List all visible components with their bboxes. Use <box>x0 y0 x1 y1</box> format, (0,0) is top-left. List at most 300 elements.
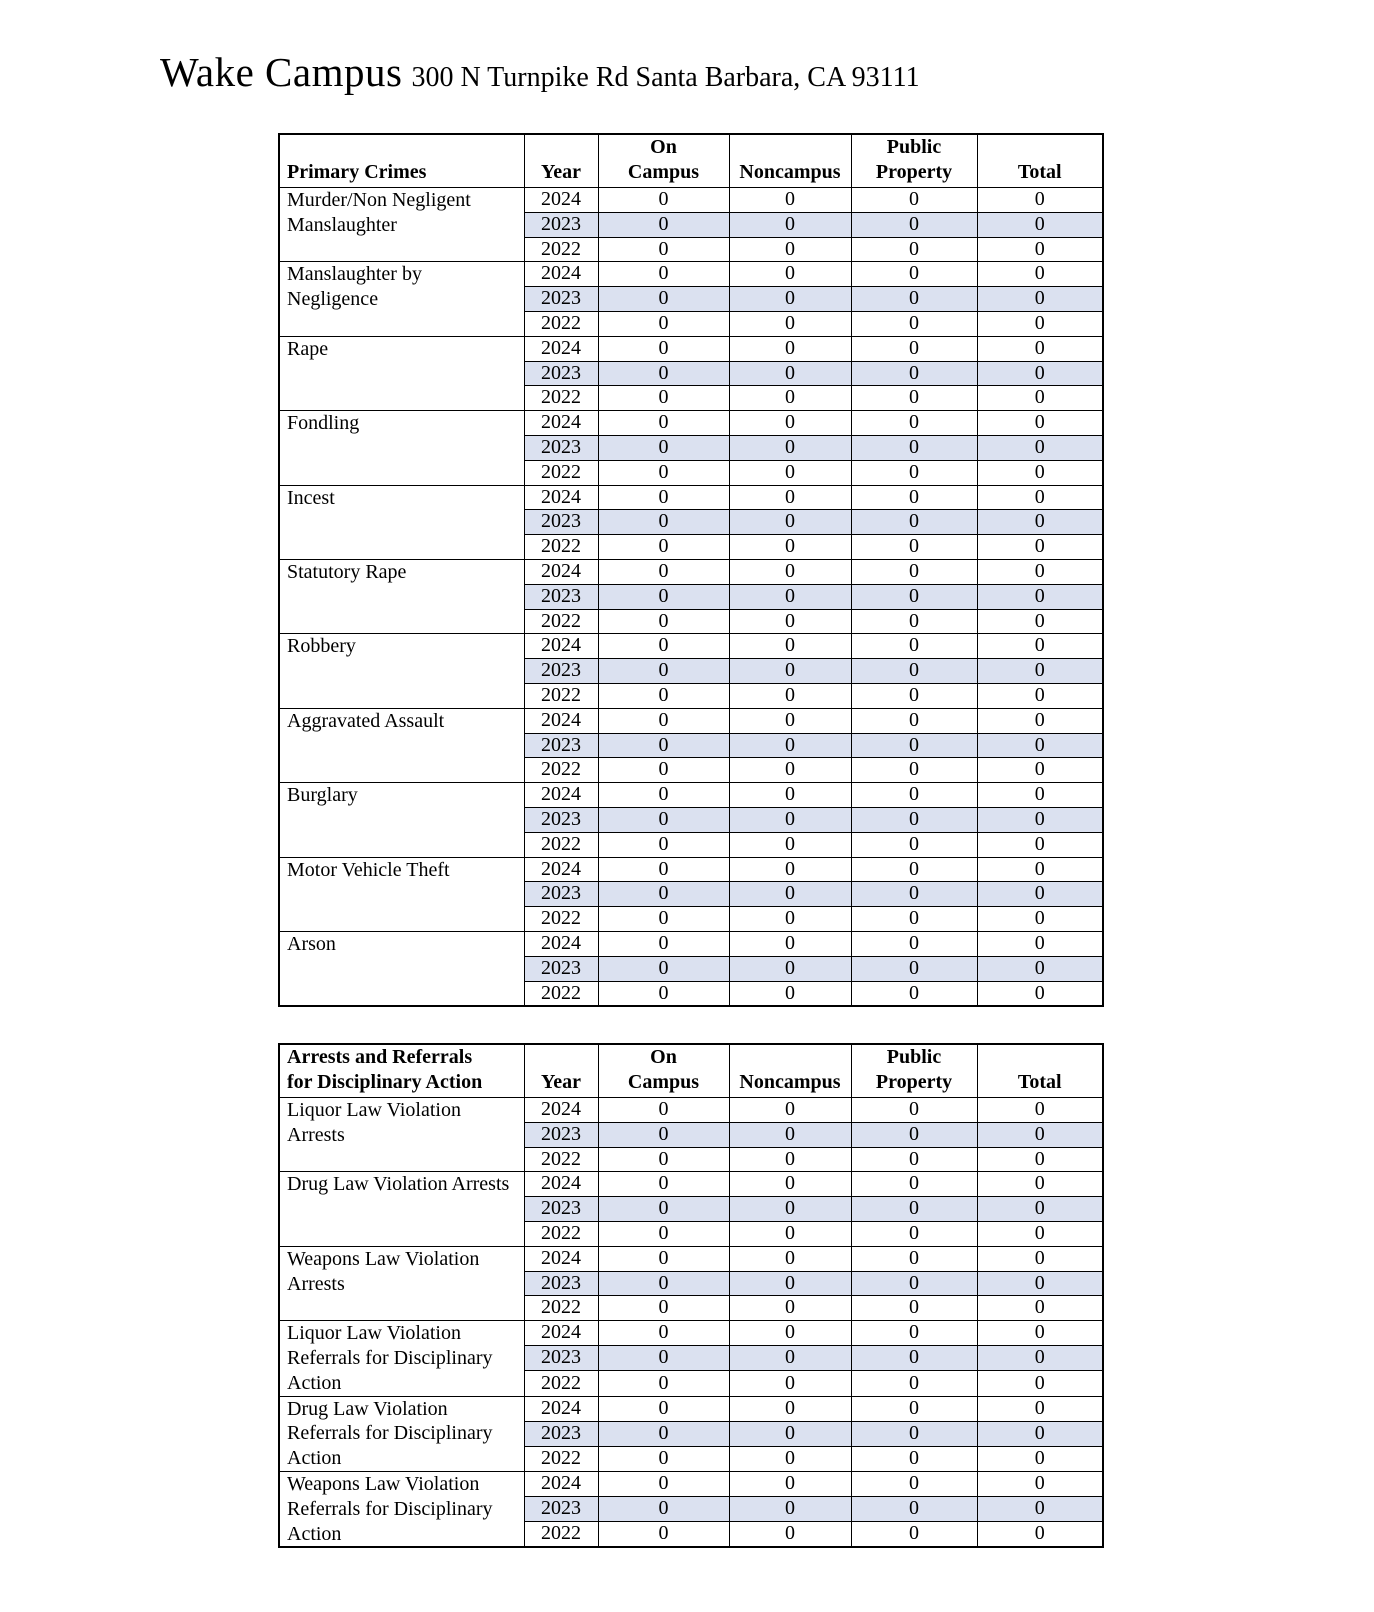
value-cell-public-property: 0 <box>851 435 977 460</box>
category-cell: Weapons Law Violation Arrests <box>279 1246 524 1320</box>
year-cell: 2022 <box>524 758 598 783</box>
category-cell: Motor Vehicle Theft <box>279 857 524 931</box>
table-row <box>279 1396 1103 1421</box>
value-cell-total: 0 <box>977 1197 1103 1222</box>
value-cell-on-campus: 0 <box>598 287 729 312</box>
category-cell: Liquor Law Violation Referrals for Disciplinary Action <box>279 1321 524 1396</box>
value-cell-public-property: 0 <box>851 1098 977 1123</box>
value-cell-on-campus: 0 <box>598 1396 729 1421</box>
value-cell-total: 0 <box>977 634 1103 659</box>
value-cell-on-campus: 0 <box>598 1471 729 1496</box>
value-cell-on-campus: 0 <box>598 857 729 882</box>
year-cell: 2022 <box>524 832 598 857</box>
header-row <box>279 134 1103 188</box>
year-cell: 2023 <box>524 882 598 907</box>
table-row <box>279 1321 1103 1346</box>
value-cell-total: 0 <box>977 584 1103 609</box>
category-cell: Statutory Rape <box>279 559 524 633</box>
value-cell-on-campus: 0 <box>598 832 729 857</box>
table-row <box>279 1246 1103 1271</box>
value-cell-public-property: 0 <box>851 460 977 485</box>
value-cell-on-campus: 0 <box>598 733 729 758</box>
value-cell-public-property: 0 <box>851 1271 977 1296</box>
value-cell-total: 0 <box>977 188 1103 213</box>
value-cell-on-campus: 0 <box>598 411 729 436</box>
value-cell-on-campus: 0 <box>598 1296 729 1321</box>
value-cell-noncampus: 0 <box>729 1122 851 1147</box>
year-cell: 2024 <box>524 931 598 956</box>
value-cell-noncampus: 0 <box>729 1172 851 1197</box>
value-cell-on-campus: 0 <box>598 460 729 485</box>
value-cell-total: 0 <box>977 311 1103 336</box>
value-cell-on-campus: 0 <box>598 708 729 733</box>
value-cell-on-campus: 0 <box>598 237 729 262</box>
value-cell-public-property: 0 <box>851 510 977 535</box>
value-cell-public-property: 0 <box>851 188 977 213</box>
value-cell-total: 0 <box>977 287 1103 312</box>
year-cell: 2022 <box>524 609 598 634</box>
category-cell: Fondling <box>279 411 524 485</box>
value-cell-on-campus: 0 <box>598 683 729 708</box>
value-cell-public-property: 0 <box>851 584 977 609</box>
column-header-year: Year <box>524 1044 598 1098</box>
value-cell-on-campus: 0 <box>598 485 729 510</box>
value-cell-noncampus: 0 <box>729 931 851 956</box>
year-cell: 2022 <box>524 1446 598 1471</box>
year-cell: 2024 <box>524 1396 598 1421</box>
year-cell: 2022 <box>524 237 598 262</box>
category-cell: Drug Law Violation Referrals for Disciplinary Action <box>279 1396 524 1471</box>
category-cell: Drug Law Violation Arrests <box>279 1172 524 1246</box>
year-cell: 2022 <box>524 1296 598 1321</box>
year-cell: 2023 <box>524 807 598 832</box>
table-row <box>279 262 1103 287</box>
value-cell-noncampus: 0 <box>729 386 851 411</box>
year-cell: 2022 <box>524 460 598 485</box>
year-cell: 2023 <box>524 361 598 386</box>
year-cell: 2022 <box>524 1147 598 1172</box>
year-cell: 2024 <box>524 1172 598 1197</box>
year-cell: 2022 <box>524 907 598 932</box>
value-cell-public-property: 0 <box>851 981 977 1006</box>
value-cell-total: 0 <box>977 262 1103 287</box>
value-cell-noncampus: 0 <box>729 559 851 584</box>
category-cell: Rape <box>279 336 524 410</box>
value-cell-public-property: 0 <box>851 683 977 708</box>
value-cell-noncampus: 0 <box>729 1098 851 1123</box>
value-cell-total: 0 <box>977 460 1103 485</box>
value-cell-public-property: 0 <box>851 882 977 907</box>
value-cell-total: 0 <box>977 411 1103 436</box>
year-cell: 2023 <box>524 659 598 684</box>
value-cell-on-campus: 0 <box>598 311 729 336</box>
value-cell-on-campus: 0 <box>598 1098 729 1123</box>
value-cell-noncampus: 0 <box>729 733 851 758</box>
value-cell-total: 0 <box>977 1522 1103 1548</box>
value-cell-noncampus: 0 <box>729 411 851 436</box>
table-row <box>279 1471 1103 1496</box>
value-cell-public-property: 0 <box>851 857 977 882</box>
value-cell-noncampus: 0 <box>729 336 851 361</box>
year-cell: 2023 <box>524 1346 598 1371</box>
value-cell-public-property: 0 <box>851 609 977 634</box>
value-cell-noncampus: 0 <box>729 659 851 684</box>
value-cell-public-property: 0 <box>851 1221 977 1246</box>
value-cell-on-campus: 0 <box>598 336 729 361</box>
value-cell-public-property: 0 <box>851 956 977 981</box>
value-cell-noncampus: 0 <box>729 1396 851 1421</box>
column-header-noncampus: Noncampus <box>729 134 851 188</box>
value-cell-noncampus: 0 <box>729 1221 851 1246</box>
value-cell-total: 0 <box>977 237 1103 262</box>
value-cell-on-campus: 0 <box>598 435 729 460</box>
column-header-total: Total <box>977 1044 1103 1098</box>
year-cell: 2024 <box>524 634 598 659</box>
value-cell-noncampus: 0 <box>729 485 851 510</box>
value-cell-on-campus: 0 <box>598 783 729 808</box>
value-cell-on-campus: 0 <box>598 1497 729 1522</box>
value-cell-public-property: 0 <box>851 832 977 857</box>
value-cell-on-campus: 0 <box>598 386 729 411</box>
category-cell: Liquor Law Violation Arrests <box>279 1098 524 1172</box>
value-cell-noncampus: 0 <box>729 857 851 882</box>
year-cell: 2023 <box>524 212 598 237</box>
year-cell: 2024 <box>524 336 598 361</box>
value-cell-total: 0 <box>977 1221 1103 1246</box>
value-cell-total: 0 <box>977 386 1103 411</box>
category-cell: Burglary <box>279 783 524 857</box>
table-row <box>279 188 1103 213</box>
value-cell-on-campus: 0 <box>598 1147 729 1172</box>
value-cell-total: 0 <box>977 435 1103 460</box>
category-cell: Robbery <box>279 634 524 708</box>
value-cell-noncampus: 0 <box>729 361 851 386</box>
value-cell-on-campus: 0 <box>598 212 729 237</box>
value-cell-public-property: 0 <box>851 411 977 436</box>
table-row <box>279 857 1103 882</box>
year-cell: 2024 <box>524 1471 598 1496</box>
year-cell: 2024 <box>524 708 598 733</box>
value-cell-total: 0 <box>977 212 1103 237</box>
table-row <box>279 783 1103 808</box>
value-cell-total: 0 <box>977 832 1103 857</box>
value-cell-total: 0 <box>977 733 1103 758</box>
value-cell-public-property: 0 <box>851 336 977 361</box>
value-cell-total: 0 <box>977 535 1103 560</box>
year-cell: 2024 <box>524 411 598 436</box>
value-cell-public-property: 0 <box>851 311 977 336</box>
year-cell: 2023 <box>524 510 598 535</box>
value-cell-on-campus: 0 <box>598 882 729 907</box>
value-cell-on-campus: 0 <box>598 1271 729 1296</box>
value-cell-total: 0 <box>977 609 1103 634</box>
value-cell-public-property: 0 <box>851 535 977 560</box>
value-cell-noncampus: 0 <box>729 1246 851 1271</box>
header-row <box>279 1044 1103 1098</box>
campus-address: 300 N Turnpike Rd Santa Barbara, CA 93111 <box>411 62 920 93</box>
value-cell-public-property: 0 <box>851 758 977 783</box>
value-cell-on-campus: 0 <box>598 1172 729 1197</box>
arrests-referrals-table <box>278 1043 1104 1548</box>
category-cell: Aggravated Assault <box>279 708 524 782</box>
value-cell-on-campus: 0 <box>598 931 729 956</box>
value-cell-noncampus: 0 <box>729 783 851 808</box>
value-cell-total: 0 <box>977 559 1103 584</box>
value-cell-noncampus: 0 <box>729 584 851 609</box>
value-cell-public-property: 0 <box>851 1522 977 1548</box>
value-cell-total: 0 <box>977 1396 1103 1421</box>
value-cell-public-property: 0 <box>851 386 977 411</box>
value-cell-on-campus: 0 <box>598 535 729 560</box>
column-header-year: Year <box>524 134 598 188</box>
value-cell-total: 0 <box>977 485 1103 510</box>
year-cell: 2022 <box>524 535 598 560</box>
value-cell-noncampus: 0 <box>729 1522 851 1548</box>
campus-name: Wake Campus <box>160 49 403 95</box>
value-cell-total: 0 <box>977 1246 1103 1271</box>
value-cell-noncampus: 0 <box>729 460 851 485</box>
year-cell: 2024 <box>524 857 598 882</box>
year-cell: 2024 <box>524 559 598 584</box>
value-cell-noncampus: 0 <box>729 237 851 262</box>
value-cell-total: 0 <box>977 882 1103 907</box>
value-cell-noncampus: 0 <box>729 1497 851 1522</box>
year-cell: 2024 <box>524 188 598 213</box>
table-row <box>279 411 1103 436</box>
value-cell-public-property: 0 <box>851 237 977 262</box>
value-cell-noncampus: 0 <box>729 1371 851 1396</box>
value-cell-noncampus: 0 <box>729 311 851 336</box>
value-cell-on-campus: 0 <box>598 1346 729 1371</box>
value-cell-noncampus: 0 <box>729 212 851 237</box>
value-cell-noncampus: 0 <box>729 1197 851 1222</box>
value-cell-on-campus: 0 <box>598 1446 729 1471</box>
year-cell: 2023 <box>524 1122 598 1147</box>
value-cell-on-campus: 0 <box>598 262 729 287</box>
value-cell-noncampus: 0 <box>729 981 851 1006</box>
value-cell-public-property: 0 <box>851 783 977 808</box>
value-cell-on-campus: 0 <box>598 361 729 386</box>
value-cell-public-property: 0 <box>851 659 977 684</box>
value-cell-public-property: 0 <box>851 1122 977 1147</box>
value-cell-total: 0 <box>977 807 1103 832</box>
table-row <box>279 336 1103 361</box>
year-cell: 2024 <box>524 783 598 808</box>
value-cell-public-property: 0 <box>851 262 977 287</box>
year-cell: 2022 <box>524 981 598 1006</box>
table-row <box>279 634 1103 659</box>
value-cell-total: 0 <box>977 758 1103 783</box>
value-cell-total: 0 <box>977 1321 1103 1346</box>
year-cell: 2024 <box>524 1246 598 1271</box>
value-cell-on-campus: 0 <box>598 1197 729 1222</box>
value-cell-noncampus: 0 <box>729 1471 851 1496</box>
value-cell-noncampus: 0 <box>729 1296 851 1321</box>
value-cell-total: 0 <box>977 1346 1103 1371</box>
value-cell-noncampus: 0 <box>729 609 851 634</box>
value-cell-noncampus: 0 <box>729 956 851 981</box>
year-cell: 2023 <box>524 1497 598 1522</box>
value-cell-noncampus: 0 <box>729 807 851 832</box>
value-cell-total: 0 <box>977 1147 1103 1172</box>
value-cell-public-property: 0 <box>851 1371 977 1396</box>
value-cell-on-campus: 0 <box>598 1522 729 1548</box>
value-cell-public-property: 0 <box>851 634 977 659</box>
value-cell-noncampus: 0 <box>729 683 851 708</box>
value-cell-public-property: 0 <box>851 1172 977 1197</box>
value-cell-public-property: 0 <box>851 1421 977 1446</box>
year-cell: 2022 <box>524 1221 598 1246</box>
year-cell: 2024 <box>524 485 598 510</box>
value-cell-public-property: 0 <box>851 1147 977 1172</box>
value-cell-total: 0 <box>977 931 1103 956</box>
value-cell-public-property: 0 <box>851 485 977 510</box>
value-cell-on-campus: 0 <box>598 188 729 213</box>
value-cell-on-campus: 0 <box>598 1321 729 1346</box>
value-cell-on-campus: 0 <box>598 1421 729 1446</box>
value-cell-public-property: 0 <box>851 1497 977 1522</box>
value-cell-noncampus: 0 <box>729 758 851 783</box>
value-cell-public-property: 0 <box>851 733 977 758</box>
value-cell-noncampus: 0 <box>729 1271 851 1296</box>
year-cell: 2023 <box>524 584 598 609</box>
value-cell-noncampus: 0 <box>729 1446 851 1471</box>
column-header-public-property: Public Property <box>851 134 977 188</box>
value-cell-on-campus: 0 <box>598 609 729 634</box>
value-cell-total: 0 <box>977 336 1103 361</box>
value-cell-public-property: 0 <box>851 287 977 312</box>
value-cell-noncampus: 0 <box>729 882 851 907</box>
column-header-public-property: Public Property <box>851 1044 977 1098</box>
value-cell-total: 0 <box>977 857 1103 882</box>
year-cell: 2023 <box>524 1271 598 1296</box>
value-cell-on-campus: 0 <box>598 1221 729 1246</box>
column-header-noncampus: Noncampus <box>729 1044 851 1098</box>
year-cell: 2023 <box>524 956 598 981</box>
primary-crimes-header-label: Primary Crimes <box>279 134 524 188</box>
value-cell-public-property: 0 <box>851 1396 977 1421</box>
value-cell-public-property: 0 <box>851 559 977 584</box>
value-cell-total: 0 <box>977 1098 1103 1123</box>
category-cell: Incest <box>279 485 524 559</box>
year-cell: 2024 <box>524 1098 598 1123</box>
value-cell-total: 0 <box>977 1296 1103 1321</box>
year-cell: 2022 <box>524 311 598 336</box>
value-cell-public-property: 0 <box>851 708 977 733</box>
year-cell: 2023 <box>524 733 598 758</box>
year-cell: 2022 <box>524 683 598 708</box>
table-row <box>279 1098 1103 1123</box>
value-cell-total: 0 <box>977 510 1103 535</box>
value-cell-noncampus: 0 <box>729 287 851 312</box>
primary-crimes-table <box>278 133 1104 1007</box>
value-cell-noncampus: 0 <box>729 708 851 733</box>
value-cell-on-campus: 0 <box>598 634 729 659</box>
year-cell: 2023 <box>524 287 598 312</box>
year-cell: 2022 <box>524 1522 598 1548</box>
category-cell: Arson <box>279 931 524 1006</box>
table-row <box>279 708 1103 733</box>
value-cell-public-property: 0 <box>851 1296 977 1321</box>
category-cell: Manslaughter by Negligence <box>279 262 524 336</box>
value-cell-public-property: 0 <box>851 1246 977 1271</box>
value-cell-on-campus: 0 <box>598 1371 729 1396</box>
value-cell-total: 0 <box>977 1421 1103 1446</box>
value-cell-public-property: 0 <box>851 1197 977 1222</box>
value-cell-on-campus: 0 <box>598 907 729 932</box>
value-cell-public-property: 0 <box>851 1321 977 1346</box>
year-cell: 2022 <box>524 386 598 411</box>
value-cell-total: 0 <box>977 1446 1103 1471</box>
value-cell-public-property: 0 <box>851 1446 977 1471</box>
value-cell-public-property: 0 <box>851 931 977 956</box>
value-cell-on-campus: 0 <box>598 559 729 584</box>
year-cell: 2023 <box>524 1421 598 1446</box>
value-cell-total: 0 <box>977 1271 1103 1296</box>
value-cell-noncampus: 0 <box>729 832 851 857</box>
value-cell-total: 0 <box>977 361 1103 386</box>
value-cell-total: 0 <box>977 659 1103 684</box>
value-cell-total: 0 <box>977 708 1103 733</box>
column-header-total: Total <box>977 134 1103 188</box>
table-row <box>279 485 1103 510</box>
value-cell-on-campus: 0 <box>598 981 729 1006</box>
page-title <box>160 48 920 96</box>
value-cell-on-campus: 0 <box>598 758 729 783</box>
value-cell-total: 0 <box>977 1497 1103 1522</box>
value-cell-total: 0 <box>977 783 1103 808</box>
value-cell-public-property: 0 <box>851 1471 977 1496</box>
value-cell-on-campus: 0 <box>598 1246 729 1271</box>
value-cell-total: 0 <box>977 956 1103 981</box>
table-row <box>279 559 1103 584</box>
value-cell-total: 0 <box>977 1371 1103 1396</box>
value-cell-public-property: 0 <box>851 212 977 237</box>
arrests-referrals-header-label: Arrests and Referrals for Disciplinary Action <box>279 1044 524 1098</box>
value-cell-noncampus: 0 <box>729 1321 851 1346</box>
table-row <box>279 931 1103 956</box>
value-cell-total: 0 <box>977 1122 1103 1147</box>
year-cell: 2024 <box>524 1321 598 1346</box>
value-cell-noncampus: 0 <box>729 535 851 560</box>
year-cell: 2024 <box>524 262 598 287</box>
value-cell-noncampus: 0 <box>729 1421 851 1446</box>
column-header-on-campus: On Campus <box>598 134 729 188</box>
value-cell-on-campus: 0 <box>598 659 729 684</box>
value-cell-on-campus: 0 <box>598 584 729 609</box>
year-cell: 2023 <box>524 435 598 460</box>
year-cell: 2023 <box>524 1197 598 1222</box>
value-cell-on-campus: 0 <box>598 807 729 832</box>
value-cell-noncampus: 0 <box>729 435 851 460</box>
value-cell-noncampus: 0 <box>729 1147 851 1172</box>
year-cell: 2022 <box>524 1371 598 1396</box>
value-cell-noncampus: 0 <box>729 510 851 535</box>
column-header-on-campus: On Campus <box>598 1044 729 1098</box>
value-cell-total: 0 <box>977 981 1103 1006</box>
value-cell-public-property: 0 <box>851 361 977 386</box>
table-row <box>279 1172 1103 1197</box>
value-cell-public-property: 0 <box>851 1346 977 1371</box>
category-cell: Weapons Law Violation Referrals for Disciplinary Action <box>279 1471 524 1547</box>
value-cell-total: 0 <box>977 907 1103 932</box>
value-cell-total: 0 <box>977 1172 1103 1197</box>
value-cell-public-property: 0 <box>851 807 977 832</box>
value-cell-on-campus: 0 <box>598 1122 729 1147</box>
value-cell-total: 0 <box>977 1471 1103 1496</box>
value-cell-noncampus: 0 <box>729 634 851 659</box>
value-cell-on-campus: 0 <box>598 510 729 535</box>
